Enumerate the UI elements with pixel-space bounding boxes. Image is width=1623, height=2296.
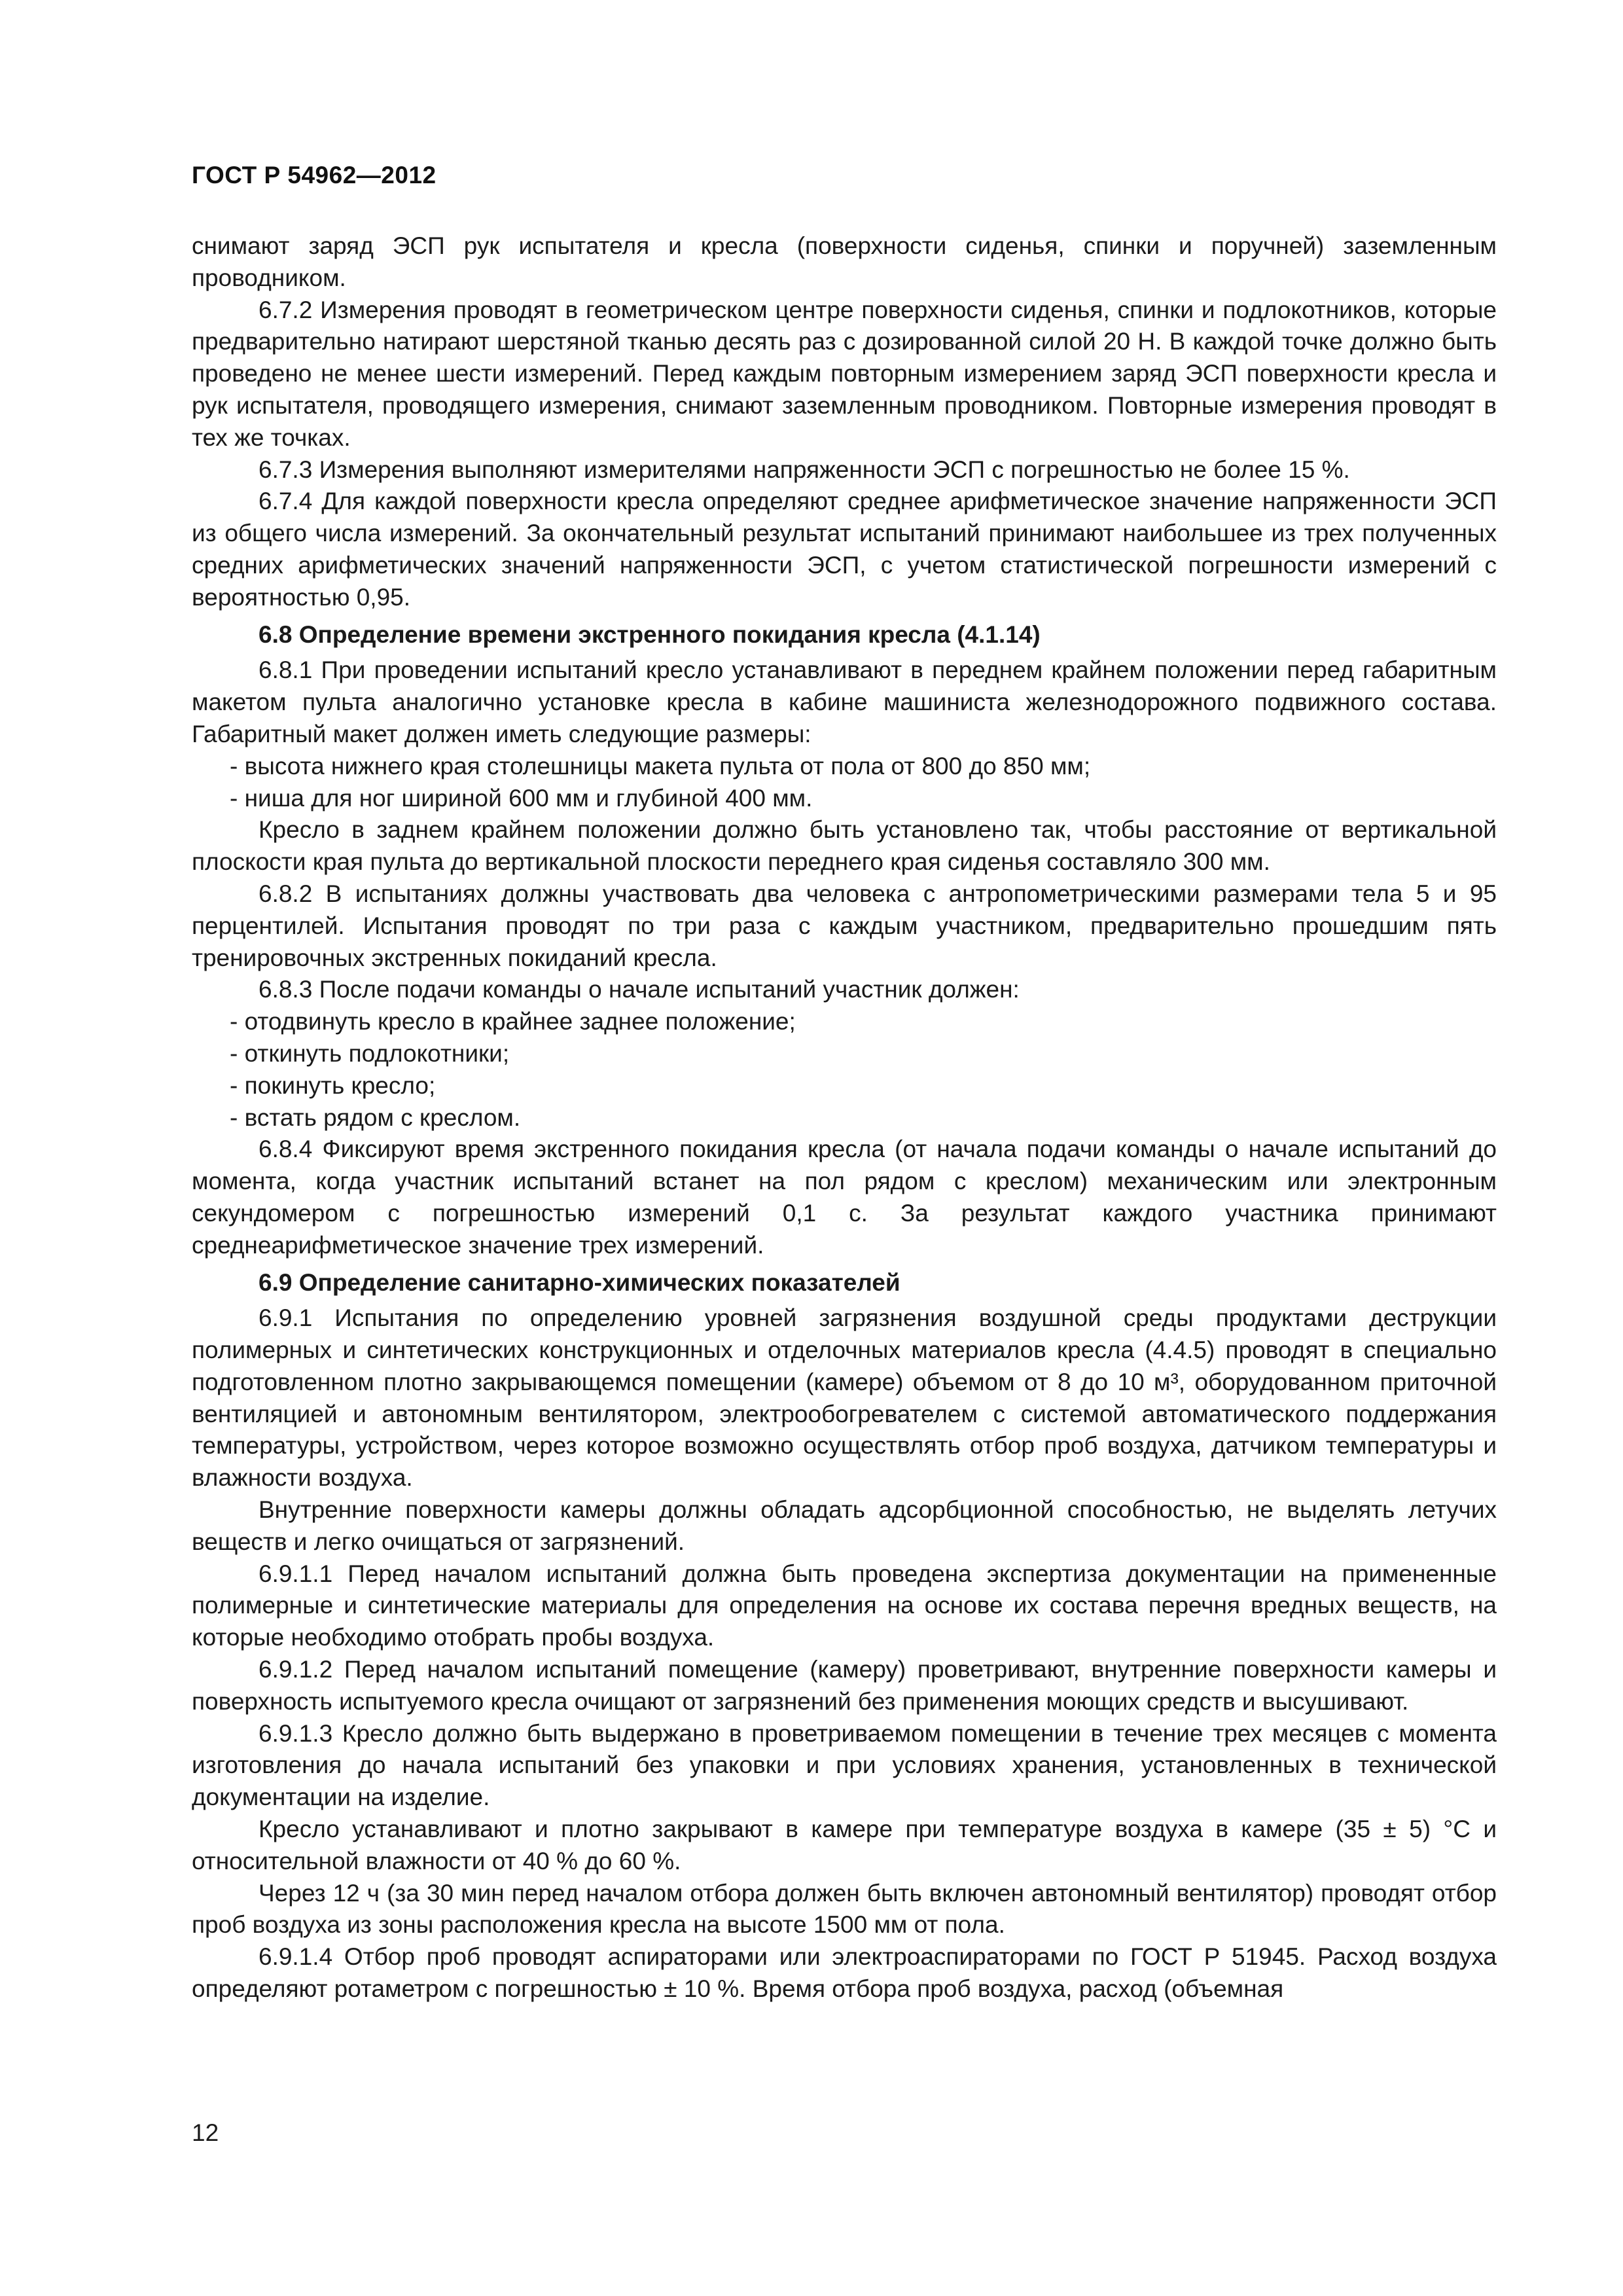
paragraph: Кресло устанавливают и плотно закрывают в камере при температуре воздуха в камере (35 ± 5) °С и относительной влажности от 40 % до 60 %. (192, 1816, 1497, 1874)
list-item: - встать рядом с креслом. (192, 1102, 1497, 1134)
list-item: - покинуть кресло; (192, 1070, 1497, 1102)
paragraph: снимают заряд ЭСП рук испытателя и кресла (поверхности сиденья, спинки и поручней) заземленным проводником. (192, 232, 1497, 291)
paragraph: 6.9.1.1 Перед началом испытаний должна быть проведена экспертиза документации на примененные полимерные и синтетические материалы для определения на основе их состава перечня вредных веществ, на которые необходимо отобрать пробы воздуха. (192, 1560, 1497, 1651)
paragraph: Внутренние поверхности камеры должны обладать адсорбционной способностью, не выделять летучих веществ и легко очищаться от загрязнений. (192, 1496, 1497, 1555)
list-item: - ниша для ног шириной 600 мм и глубиной 400 мм. (192, 783, 1497, 815)
document-body (192, 230, 1497, 2005)
paragraph: 6.9.1.4 Отбор проб проводят аспираторами или электроаспираторами по ГОСТ Р 51945. Расход воздуха определяют ротаметром с погрешностью ± 10 %. Время отбора проб воздуха, расход (объемная (192, 1943, 1497, 2003)
paragraph: Кресло в заднем крайнем положении должно быть установлено так, чтобы расстояние от вертикальной плоскости края пульта до вертикальной плоскости переднего края сиденья составляло 300 мм. (192, 816, 1497, 876)
paragraph: 6.8.1 При проведении испытаний кресло устанавливают в переднем крайнем положении перед габаритным макетом пульта аналогично установке кресла в кабине машиниста железнодорожного подвижного состава. Габаритный макет должен иметь следующие размеры: (192, 656, 1497, 747)
list-item: - отодвинуть кресло в крайнее заднее положение; (192, 1006, 1497, 1038)
list-item: - откинуть подлокотники; (192, 1038, 1497, 1070)
paragraph: 6.8.4 Фиксируют время экстренного покидания кресла (от начала подачи команды о начале испытаний до момента, когда участник испытаний встанет на пол рядом с креслом) механическим или электронным секундомером с погрешностью измерений 0,1 с. За результат каждого участника принимают среднеарифметическое значение трех измерений. (192, 1136, 1497, 1259)
paragraph: 6.7.4 Для каждой поверхности кресла определяют среднее арифметическое значение напряженности ЭСП из общего числа измерений. За окончательный результат испытаний принимают наибольшее из трех полученных средних арифметических значений напряженности ЭСП, с учетом статистической погрешности измерений с вероятностью 0,95. (192, 488, 1497, 611)
paragraph: 6.7.3 Измерения выполняют измерителями напряженности ЭСП с погрешностью не более 15 %. (259, 456, 1350, 483)
section-heading: 6.8 Определение времени экстренного покидания кресла (4.1.14) (259, 620, 1041, 648)
section-heading: 6.9 Определение санитарно-химических показателей (259, 1268, 901, 1296)
page-number: 12 (192, 2119, 219, 2146)
paragraph: Через 12 ч (за 30 мин перед началом отбора должен быть включен автономный вентилятор) проводят отбор проб воздуха из зоны расположения кресла на высоте 1500 мм от пола. (192, 1879, 1497, 1939)
paragraph: 6.9.1.2 Перед началом испытаний помещение (камеру) проветривают, внутренние поверхности камеры и поверхность испытуемого кресла очищают от загрязнений без применения моющих средств и высушивают. (192, 1656, 1497, 1715)
paragraph: 6.7.2 Измерения проводят в геометрическом центре поверхности сиденья, спинки и подлокотников, которые предварительно натирают шерстяной тканью десять раз с дозированной силой 20 Н. В каждой точке должно быть проведено не менее шести измерений. Перед каждым повторным измерением заряд ЭСП поверхности кресла и рук испытателя, проводящего измерения, снимают заземленным проводником. Повторные измерения проводят в тех же точках. (192, 296, 1497, 451)
paragraph: 6.8.3 После подачи команды о начале испытаний участник должен: (259, 976, 1020, 1003)
paragraph: 6.8.2 В испытаниях должны участвовать два человека с антропометрическими размерами тела 5 и 95 перцентилей. Испытания проводят по три раза с каждым участником, предварительно прошедшим пять тренировочных экстренных покиданий кресла. (192, 880, 1497, 971)
list-item: - высота нижнего края столешницы макета пульта от пола от 800 до 850 мм; (192, 751, 1497, 783)
page-header-title: ГОСТ Р 54962—2012 (192, 162, 437, 188)
paragraph: 6.9.1 Испытания по определению уровней загрязнения воздушной среды продуктами деструкции полимерных и синтетических конструкционных и отделочных материалов кресла (4.4.5) проводят в специально подготовленном плотно закрывающемся помещении (камере) объемом от 8 до 10 м³, оборудованном приточной вентиляцией и автономным вентилятором, электрообогревателем с системой автоматического поддержания температуры, устройством, через которое возможно осуществлять отбор проб воздуха, датчиком температуры и влажности воздуха. (192, 1304, 1497, 1492)
paragraph: 6.9.1.3 Кресло должно быть выдержано в проветриваемом помещении в течение трех месяцев с момента изготовления до начала испытаний без упаковки и при условиях хранения, установленных в технической документации на изделие. (192, 1719, 1497, 1811)
